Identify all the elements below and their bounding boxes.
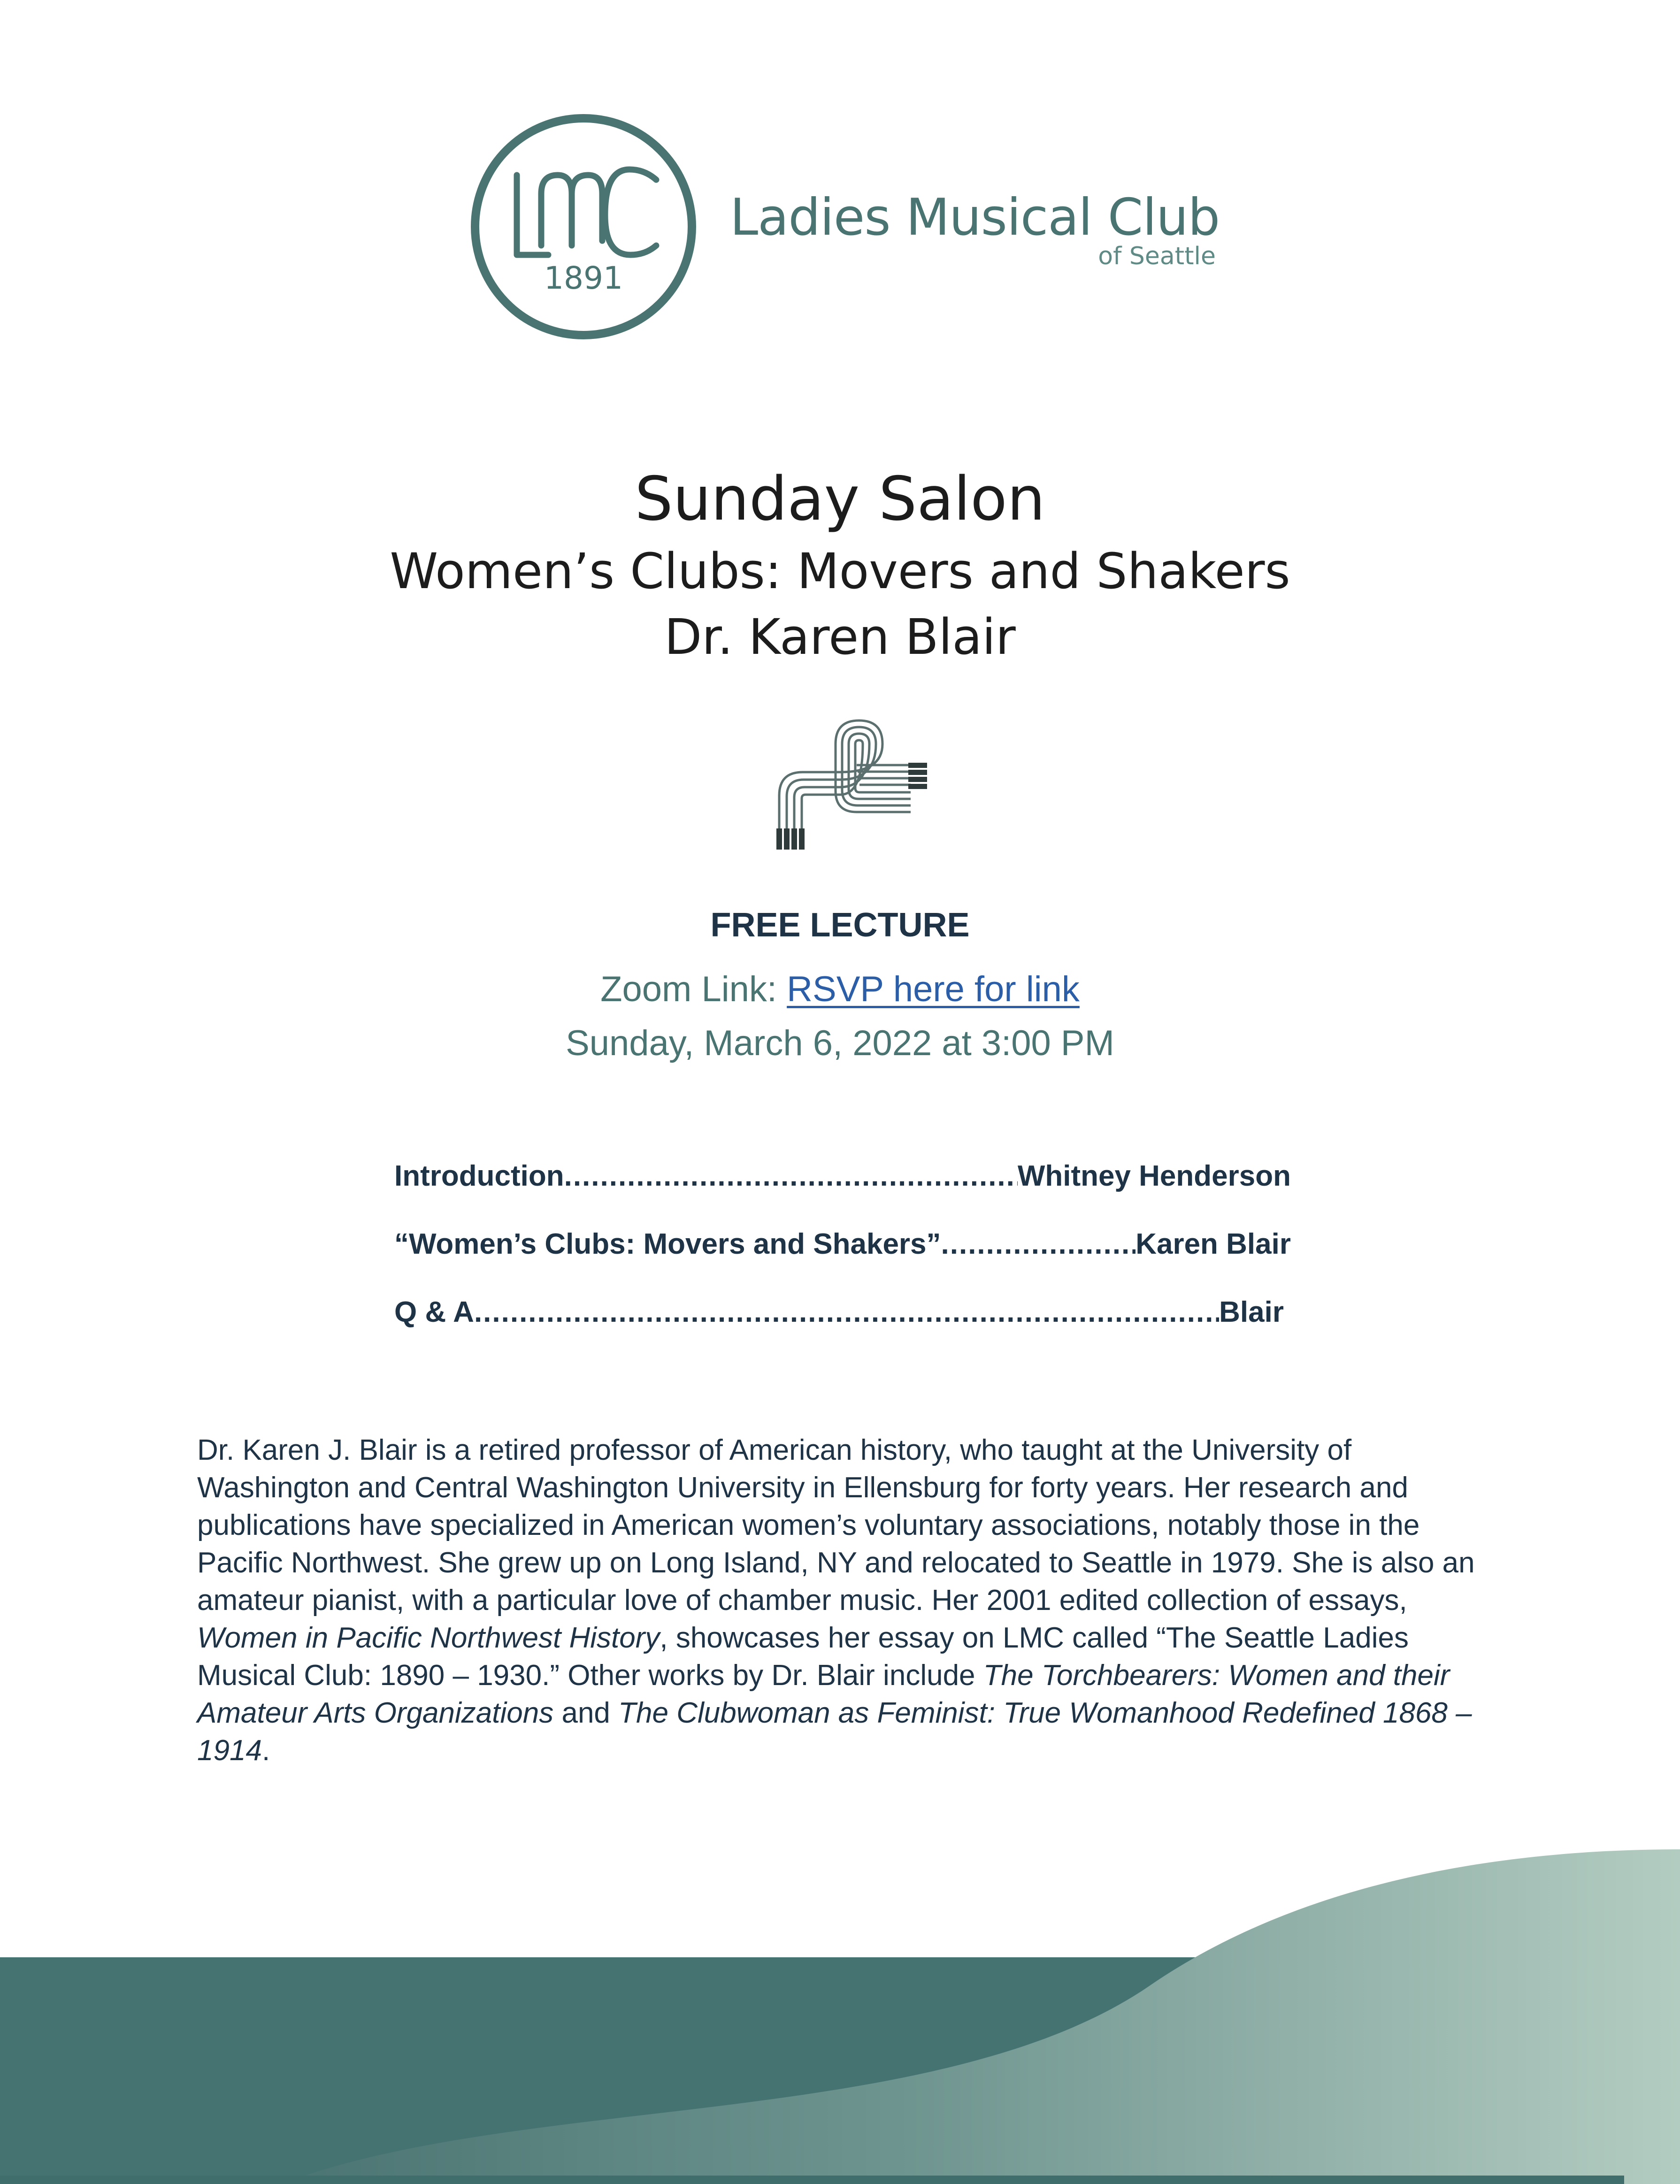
program-row <box>394 1162 1291 1199</box>
book-title: The Clubwoman as Feminist: True Womanhood Redefined 1868 – 1914 <box>197 1697 1472 1767</box>
speaker-bio <box>197 1432 1493 1770</box>
program-performer: Whitney Henderson <box>1017 1160 1291 1192</box>
event-subtitle: Women’s Clubs: Movers and Shakers <box>390 543 1290 600</box>
event-title: Sunday Salon <box>635 464 1045 534</box>
lmc-logo-icon <box>471 114 696 339</box>
footer-line <box>0 2176 1624 2184</box>
program-performer: Blair <box>1219 1296 1284 1328</box>
piano-swirl-icon <box>770 716 929 852</box>
free-lecture-label: FREE LECTURE <box>710 906 970 944</box>
book-title: Women in Pacific Northwest History <box>197 1622 660 1654</box>
bio-paragraph <box>197 1432 1493 1770</box>
event-date-time: Sunday, March 6, 2022 at 3:00 PM <box>566 1023 1114 1063</box>
dot-leader <box>564 1162 1018 1191</box>
bio-text: Dr. Karen J. Blair is a retired professor of American history, who taught at the University of Washington and Central Washington University in Ellensburg for forty years. Her research and publications have specialized in American women’s voluntary associations, notably those in the Pacific Northwest. She grew up on Long Island, NY and relocated to Seattle in 1979. She is also an amateur pianist, with a particular love of chamber music. Her 2001 edited collection of essays, <box>197 1434 1475 1617</box>
zoom-line <box>0 969 1680 1009</box>
program-performer: Karen Blair <box>1135 1228 1291 1260</box>
logo-year: 1891 <box>544 260 623 296</box>
zoom-label: Zoom Link: <box>600 969 787 1009</box>
program-item: Introduction <box>394 1160 564 1192</box>
program-row <box>394 1298 1284 1335</box>
brand-name: Ladies Musical Club <box>730 188 1220 247</box>
dot-leader <box>474 1298 1219 1327</box>
brand-subtitle: of Seattle <box>1098 242 1216 270</box>
bio-text: and <box>553 1697 619 1729</box>
bio-text: . <box>261 1734 270 1767</box>
speaker-name: Dr. Karen Blair <box>664 608 1016 666</box>
bio-text: , showcases her essay on LMC called “The Seattle Ladies Musical Club: 1890 – 1930.” Other works by Dr. Blair include <box>197 1622 1409 1692</box>
footer-wave <box>0 1831 1680 2184</box>
rsvp-link[interactable]: RSVP here for link <box>787 969 1080 1009</box>
book-title: The Torchbearers: Women and their Amateur Arts Organizations <box>197 1659 1450 1729</box>
program-item: Q & A <box>394 1296 474 1328</box>
dot-leader <box>941 1230 1136 1259</box>
program-item: “Women’s Clubs: Movers and Shakers” <box>394 1228 941 1260</box>
program-row <box>394 1230 1291 1267</box>
